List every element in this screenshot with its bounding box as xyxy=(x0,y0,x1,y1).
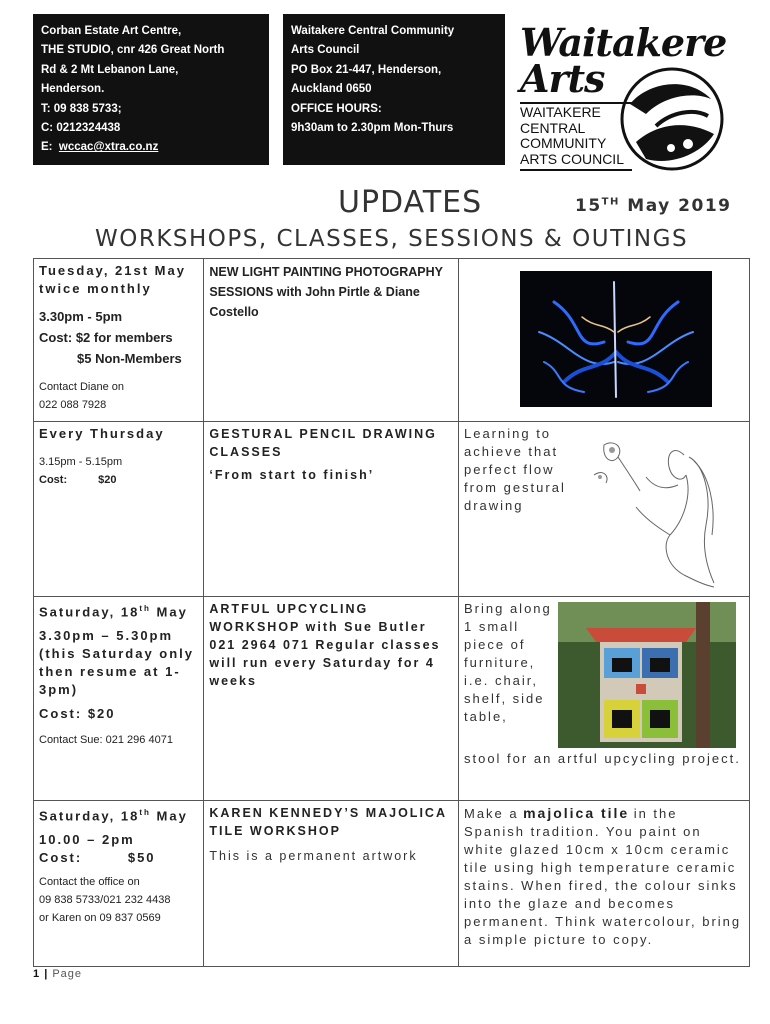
row3-contact: Contact Sue: 021 296 4071 xyxy=(39,734,173,747)
venue-phone: T: 09 838 5733; xyxy=(41,102,122,115)
row2-desc: Learning to achieve that perfect flow from gestural drawing xyxy=(463,426,566,513)
row3-when-prefix: Saturday, 18 xyxy=(39,604,140,620)
light-painting-image xyxy=(464,262,744,412)
row3-desc-cell xyxy=(458,597,749,801)
row1-contact-phone: 022 088 7928 xyxy=(39,399,107,411)
row3-when-cell xyxy=(34,597,204,801)
page-label: Page xyxy=(52,968,83,980)
row2-cost xyxy=(39,471,198,489)
logo-text-block xyxy=(520,105,624,167)
palette-brush-icon xyxy=(616,64,728,174)
logo-line-2: CENTRAL xyxy=(520,119,586,136)
row1-contact-label: Contact Diane on xyxy=(39,381,124,393)
issue-date xyxy=(575,196,731,216)
row1-image-cell xyxy=(458,259,749,422)
table-row xyxy=(34,801,750,967)
row4-contact-label: Contact the office on xyxy=(39,876,140,889)
row4-contact-phones: 09 838 5733/021 232 4438 xyxy=(39,894,171,907)
row4-when-suffix: May xyxy=(156,808,188,824)
email-label: E: xyxy=(41,141,53,154)
venue-email-line xyxy=(41,138,261,157)
table-row xyxy=(34,422,750,597)
row4-cost-value: $50 xyxy=(127,850,156,866)
row2-time: 3.15pm - 5.15pm xyxy=(39,456,123,468)
date-day: 15 xyxy=(575,196,602,216)
venue-line-1: Corban Estate Art Centre, xyxy=(41,25,182,37)
row4-when-prefix: Saturday, 18 xyxy=(39,808,140,824)
row4-when-sup: th xyxy=(139,808,151,817)
gestural-drawing-image xyxy=(574,425,744,593)
row1-time: 3.30pm - 5pm xyxy=(39,309,123,324)
row3-when-suffix: May xyxy=(156,604,188,620)
row3-when-sup: th xyxy=(139,604,151,613)
row3-desc-tail: stool for an artful upcycling project. xyxy=(463,751,741,766)
row1-title: NEW LIGHT PAINTING PHOTOGRAPHY SESSIONS with John Pirtle & Diane Costello xyxy=(209,265,443,319)
row3-cost: Cost: $20 xyxy=(39,706,116,722)
row2-cost-value: $20 xyxy=(98,474,117,486)
row4-when xyxy=(39,804,198,825)
row3-time: 3.30pm – 5.30pm (this Saturday only then resume at 1-3pm) xyxy=(39,628,195,698)
row1-title-cell xyxy=(204,259,459,422)
waitakere-arts-logo xyxy=(516,18,732,178)
venue-cell: C: 0212324438 xyxy=(41,122,121,135)
row1-cost-members: Cost: $2 for members xyxy=(39,330,173,345)
logo-word-waitakere: Waitakere xyxy=(520,20,727,65)
upcycled-cabinet-image xyxy=(556,600,738,750)
page-separator: | xyxy=(44,968,49,980)
table-row xyxy=(34,597,750,801)
row3-title: ARTFUL UPCYCLING WORKSHOP with Sue Butler 021 2964 071 Regular classes will run every Saturday for 4 weeks xyxy=(209,602,441,688)
row2-title-cell xyxy=(204,422,459,597)
section-title: WORKSHOPS, CLASSES, SESSIONS & OUTINGS xyxy=(95,226,689,252)
row4-title-cell xyxy=(204,801,459,967)
email-link[interactable]: wccac@xtra.co.nz xyxy=(58,141,159,154)
council-contact-box xyxy=(283,14,505,165)
row4-desc-pre: Make a xyxy=(463,806,519,821)
row4-when-cell xyxy=(34,801,204,967)
logo-line-1: WAITAKERE xyxy=(520,104,601,120)
row4-desc-bold: majolica tile xyxy=(523,805,630,821)
row1-when-cell xyxy=(34,259,204,422)
row2-when-cell xyxy=(34,422,204,597)
row3-desc: Bring along 1 small piece of furniture, i.e. chair, shelf, side table, xyxy=(463,601,552,724)
office-hours-value: 9h30am to 2.30pm Mon-Thurs xyxy=(291,122,454,135)
date-rest: May 2019 xyxy=(627,196,732,216)
venue-contact-box xyxy=(33,14,269,165)
logo-line-4: ARTS COUNCIL xyxy=(520,150,624,167)
row3-title-cell xyxy=(204,597,459,801)
logo-line-3: COMMUNITY xyxy=(520,135,607,151)
venue-line-3: Rd & 2 Mt Lebanon Lane, xyxy=(41,63,179,76)
schedule-table xyxy=(33,258,750,967)
row2-desc-cell xyxy=(458,422,749,597)
council-line-4: Auckland 0650 xyxy=(291,83,372,96)
page-footer xyxy=(33,968,82,980)
row3-when xyxy=(39,600,198,621)
table-row xyxy=(34,259,750,422)
row4-cost-label: Cost: xyxy=(39,850,83,866)
council-line-1: Waitakere Central Community xyxy=(291,25,455,37)
row4-cost xyxy=(39,849,198,867)
venue-line-4: Henderson. xyxy=(41,83,105,96)
row4-contact-karen: or Karen on 09 837 0569 xyxy=(39,912,161,925)
council-line-2: Arts Council xyxy=(291,44,360,57)
venue-line-2: THE STUDIO, cnr 426 Great North xyxy=(41,44,225,57)
row4-desc-cell xyxy=(458,801,749,967)
row4-title: KAREN KENNEDY’S MAJOLICA TILE WORKSHOP xyxy=(209,806,447,838)
date-suffix: TH xyxy=(601,196,620,208)
office-hours-label: OFFICE HOURS: xyxy=(291,102,382,115)
row2-when: Every Thursday xyxy=(39,426,165,441)
row4-desc-post: in the Spanish tradition. You paint on white glazed 10cm x 10cm ceramic tile using high temperature ceramic stains. When fired, the colour sinks into the glaze and becomes permanent. Think watercolour, bring a simple picture to copy. xyxy=(463,806,742,947)
row2-cost-label: Cost: xyxy=(39,474,68,486)
row2-title: GESTURAL PENCIL DRAWING CLASSES xyxy=(209,427,437,459)
row4-time: 10.00 – 2pm xyxy=(39,832,135,848)
row1-when: Tuesday, 21st May twice monthly xyxy=(39,263,186,296)
row4-subtitle: This is a permanent artwork xyxy=(209,849,418,863)
updates-title: UPDATES xyxy=(338,185,483,220)
logo-word-arts: Arts xyxy=(520,56,605,101)
row1-cost-nonmembers: $5 Non-Members xyxy=(77,351,182,366)
row2-subtitle: ‘From start to finish’ xyxy=(209,468,375,482)
council-line-3: PO Box 21-447, Henderson, xyxy=(291,63,442,76)
page-number: 1 xyxy=(33,968,41,980)
